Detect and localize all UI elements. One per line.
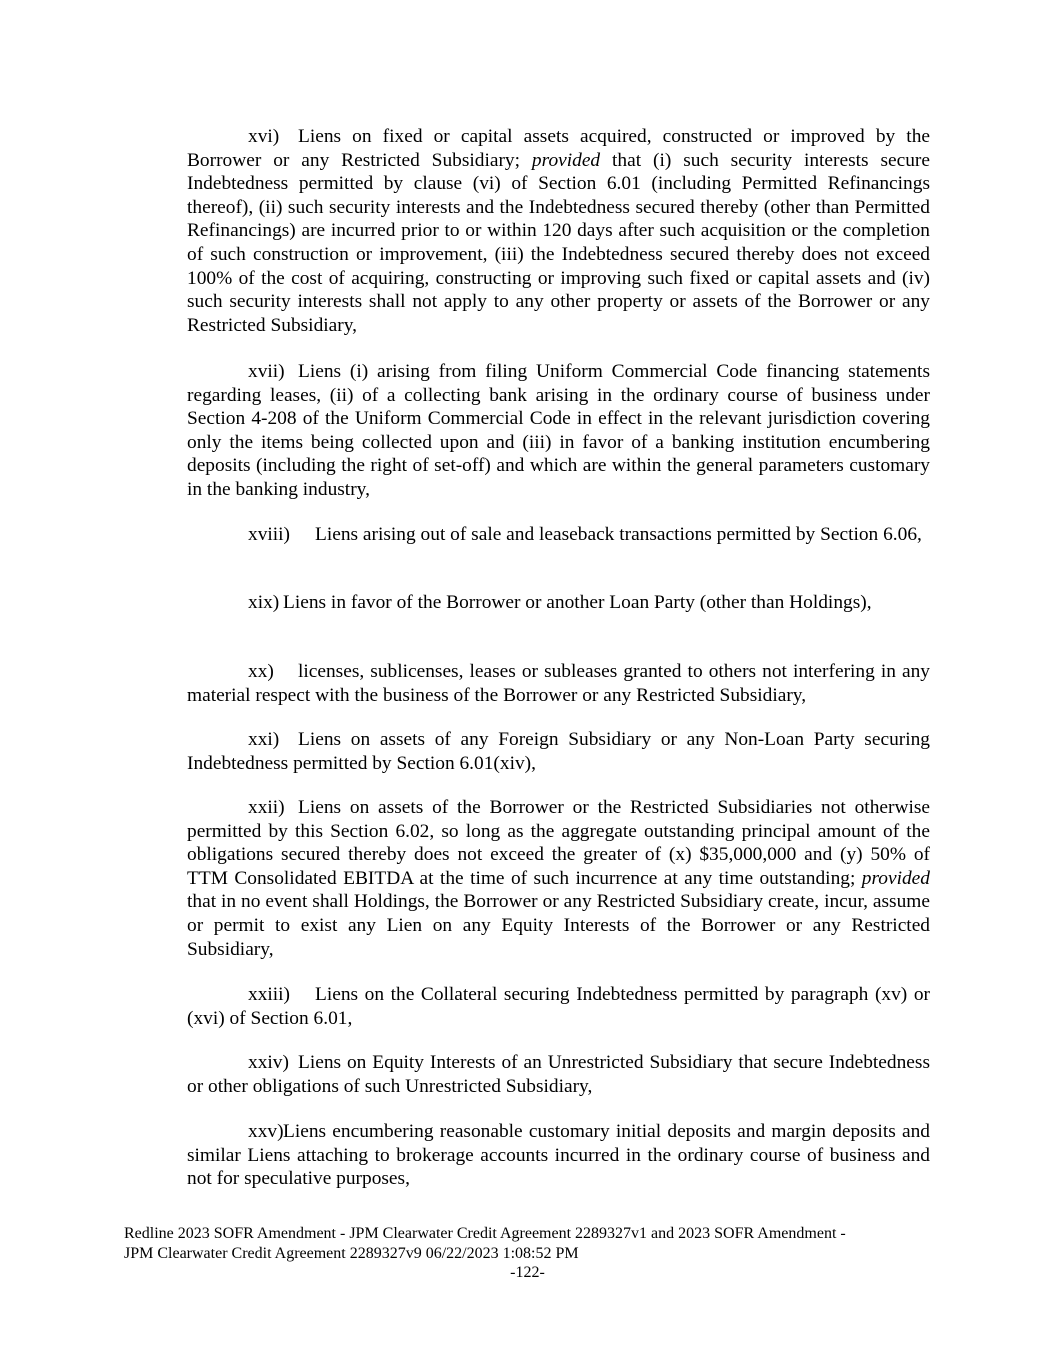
clause-number: xxii) (248, 797, 285, 818)
clause-text: Liens in favor of the Borrower or another Loan Party (other than Holdings), (283, 592, 872, 613)
clause-xxi (187, 728, 930, 775)
clause-number: xxv) (248, 1121, 284, 1142)
clause-xx (187, 660, 930, 707)
clause-text: Liens arising out of sale and leaseback transactions permitted by Section 6.06, (315, 524, 922, 545)
clause-text: Liens on fixed or capital assets acquired, constructed or improved by the Borrower or any Restricted Subsidiary; (187, 126, 930, 171)
clause-text: licenses, sublicenses, leases or subleases granted to others not interfering in any material respect with the business of the Borrower or any Restricted Subsidiary, (187, 661, 930, 706)
clause-number: xviii) (248, 524, 291, 545)
footer-line-1: Redline 2023 SOFR Amendment - JPM Clearwater Credit Agreement 2289327v1 and 2023 SOFR Amendment - (124, 1225, 846, 1242)
clause-italic: provided (531, 149, 601, 171)
clause-text: that (i) such security interests secure Indebtedness permitted by clause (vi) of Section 6.01 (including Permitted Refinancings thereof), (ii) such security interests and the Indebtedness secured thereby (other than Permitted Refinancings) are incurred prior to or within 120 days after such acquisition or the completion of such construction or improvement, (iii) the Indebtedness secured thereby does not exceed 100% of the cost of acquiring, constructing or improving such fixed or capital assets and (iv) such security interests shall not apply to any other property or assets of the Borrower or any Restricted Subsidiary, (187, 149, 930, 336)
clause-text: Liens on Equity Interests of an Unrestricted Subsidiary that secure Indebtedness or other obligations of such Unrestricted Subsidiary, (187, 1052, 930, 1097)
clause-text: Liens on assets of the Borrower or the Restricted Subsidiaries not otherwise permitted by this Section 6.02, so long as the aggregate outstanding principal amount of the obligations secured thereby does not exceed the greater of (x) $35,000,000 and (y) 50% of TTM Consolidated EBITDA at the time of such incurrence at any time outstanding; (187, 797, 930, 889)
clause-number: xxiii) (248, 984, 291, 1005)
clause-number: xvii) (248, 361, 285, 382)
clause-number: xix) (248, 592, 280, 613)
clause-italic: provided (861, 867, 930, 889)
clause-text: Liens encumbering reasonable customary initial deposits and margin deposits and similar Liens attaching to brokerage accounts incurred in the ordinary course of business and not for speculative purposes, (187, 1121, 930, 1190)
footer-line-2: JPM Clearwater Credit Agreement 2289327v9 06/22/2023 1:08:52 PM (124, 1244, 579, 1262)
clause-text: Liens on the Collateral securing Indebtedness permitted by paragraph (xv) or (xvi) of Section 6.01, (187, 984, 930, 1029)
clause-number: xx) (248, 661, 274, 682)
clause-xvii (187, 360, 930, 502)
footer (124, 1224, 924, 1263)
clause-number: xxi) (248, 729, 280, 750)
clause-number: xxiv) (248, 1052, 289, 1073)
clause-text: Liens (i) arising from filing Uniform Commercial Code financing statements regarding leases, (ii) of a collecting bank arising in the ordinary course of business under Section 4-208 of the Uniform Commercial Code in effect in the relevant jurisdiction covering only the items being collected upon and (iii) in favor of a banking institution encumbering deposits (including the right of set-off) and which are within the general parameters customary in the banking industry, (187, 361, 930, 500)
clause-text: Liens on assets of any Foreign Subsidiary or any Non-Loan Party securing Indebtedness permitted by Section 6.01(xiv), (187, 729, 930, 774)
page-number: -122- (510, 1264, 545, 1281)
clause-xxiii (187, 983, 930, 1030)
clause-text: that in no event shall Holdings, the Borrower or any Restricted Subsidiary create, incur, assume or permit to exist any Lien on any Equity Interests of the Borrower or any Restricted Subsidiary, (187, 891, 930, 960)
clause-xix (187, 591, 930, 615)
clause-xxv (187, 1120, 930, 1191)
clause-xviii (187, 523, 930, 547)
clause-xvi (187, 125, 930, 337)
clause-number: xvi) (248, 126, 280, 147)
clause-xxii (187, 796, 930, 961)
clause-xxiv (187, 1051, 930, 1098)
